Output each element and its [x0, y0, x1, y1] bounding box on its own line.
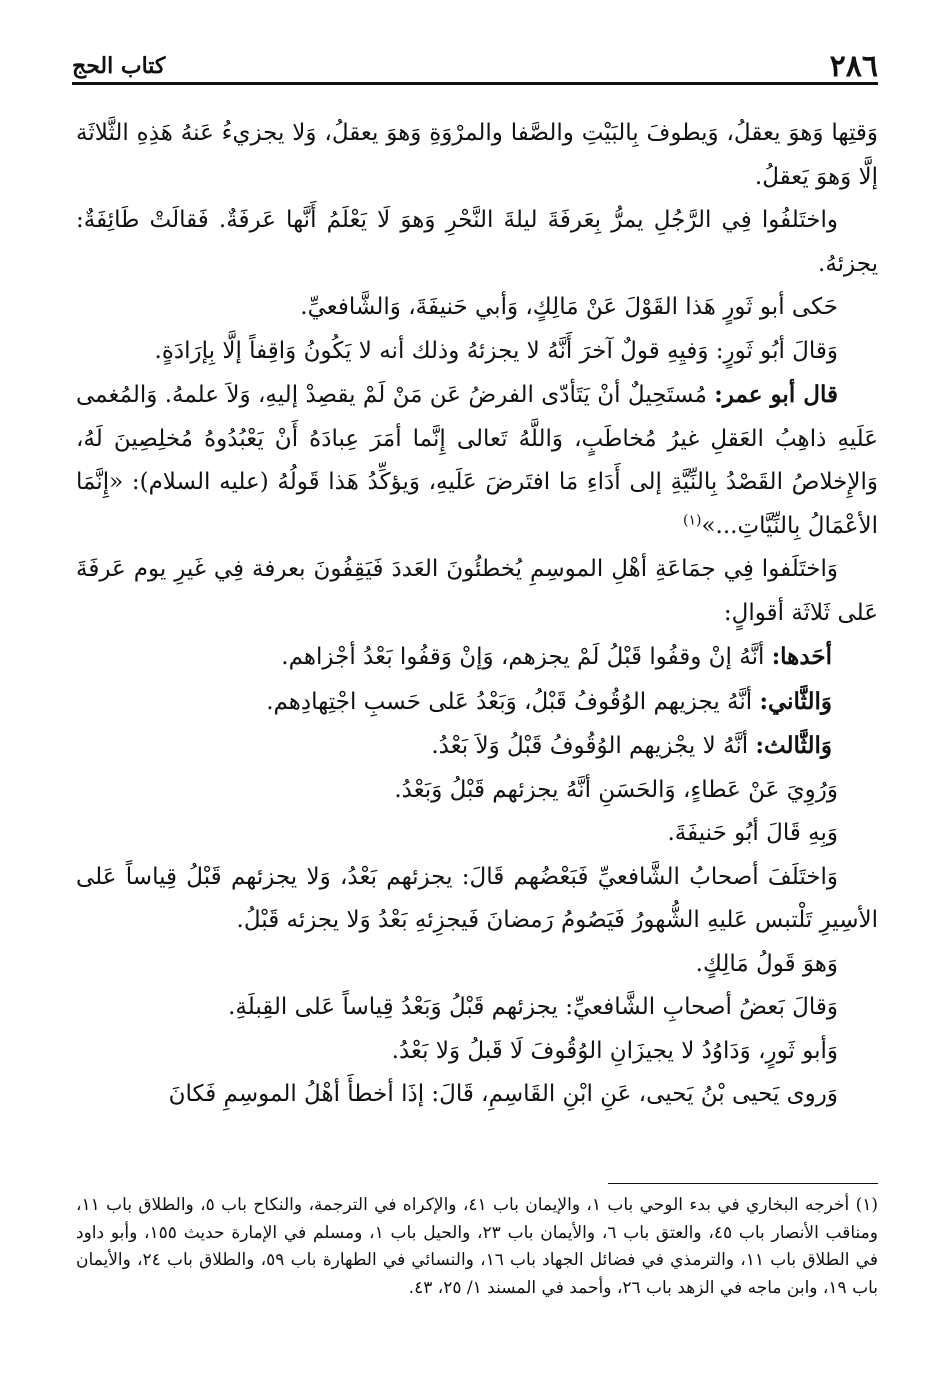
header-rule	[72, 82, 878, 85]
opinion-item	[76, 724, 878, 769]
paragraph	[76, 373, 878, 548]
footnote-text: (١) أخرجه البخاري في بدء الوحي باب ١، والإيمان باب ٤١، والإكراه في الترجمة، والنكاح باب ٥، والطلاق باب ١١، ومناقب الأنصار باب ٤٥، والعتق باب ٦، والأيمان باب ٢٣، والحيل باب ١، ومسلم في الإمارة حديث ١٥٥، وأبو داود في الطلاق باب ١١، والترمذي في فضائل الجهاد باب ١٦، والنسائي في الطهارة باب ٥٩، والطلاق باب ٢٤، والأيمان باب ١٩، وابن ماجه في الزهد باب ٢٦، وأحمد في المسند ١/ ٢٥، ٤٣.	[76, 1195, 878, 1298]
paragraph: وَقالَ بَعضُ أصحابِ الشَّافعيِّ: يجزئهم قَبْلُ وَبَعْدُ قِياساً عَلى القِبلَةِ.	[228, 994, 838, 1020]
opinion-text: أنَّهُ لا يجْزيهم الوُقُوفُ قَبْلُ وَلاَ بَعْدُ.	[431, 733, 756, 759]
page-number: ٢٨٦	[829, 48, 878, 84]
paragraph: وَاختَلَفوا فِي جمَاعَةِ أهْلِ الموسِمِ يُخطئُونَ العَددَ فَيَقِفُونَ بعرفة فِي غَيرِ يوم عَرفَةَ عَلى ثَلاثَة أقوالٍ:	[76, 556, 878, 626]
opinion-text: أنَّهُ إنْ وقفُوا قَبْلُ لَمْ يجزهم، وَإنْ وَقفُوا بَعْدُ أجْزاهم.	[281, 644, 772, 670]
opinion-text: أنَّهُ يجزيهم الوُقُوفُ قَبْلُ، وَبَعْدُ عَلى حَسبِ اجْتِهادِهم.	[266, 688, 760, 715]
opinion-item	[76, 680, 878, 725]
opinion-label: أحَدها:	[771, 643, 832, 670]
book-title: كتاب الحج	[72, 53, 166, 79]
paragraph: واختَلفُوا فِي الرَّجُلِ يمرُّ بِعَرفَةَ ليلةَ النَّحْرِ وَهوَ لَا يَعْلَمُ أَنَّها عَرفَةٌ. فَقالَتْ طَائِفَةٌ: يجزئهُ.	[76, 207, 878, 277]
footnote	[76, 1192, 878, 1302]
main-text	[76, 112, 878, 1117]
opinion-label: وَالثَّالث:	[755, 732, 832, 759]
paragraph: وَروى يَحيى بْنُ يَحيى، عَنِ ابْنِ القَاسِمِ، قَالَ: إذَا أخطأَ أهْلُ الموسِمِ فَكانَ	[168, 1081, 838, 1107]
footnote-separator	[608, 1183, 878, 1184]
paragraph: وَاختَلَفَ أصحابُ الشَّافعيِّ فَبَعْضُهم قَالَ: يجزئهم بَعْدُ، وَلا يجزئهم قَبْلُ قِياساً عَلى الأسِيرِ تَلْتبس عَليهِ الشُّهورُ فَيَصُومُ رَمضانَ فَيجزِئهِ بَعْدُ وَلا يجزئه قَبْلُ.	[76, 863, 878, 933]
speaker-lead: قال أبو عمر:	[714, 381, 838, 408]
paragraph: وَرُوِيَ عَنْ عَطاءٍ، وَالحَسَنِ أنَّهُ يجزئهم قَبْلُ وَبَعْدُ.	[394, 776, 838, 803]
opinion-item	[76, 635, 878, 680]
opinion-label: وَالثَّاني:	[759, 687, 832, 715]
paragraph: وَهوَ قَولُ مَالِكٍ.	[695, 950, 838, 977]
paragraph: وَقتِها وَهوَ يعقلُ، وَيطوفَ بِالبَيْتِ والصَّفا والمرْوَةِ وَهوَ يعقلُ، وَلا يجزيءُ عَنهُ هَذِهِ الثَّلاثَة إلَّا وَهوَ يَعقلُ.	[76, 120, 878, 190]
footnote-ref[interactable]: (١)	[683, 511, 702, 528]
paragraph: وَأبو ثَورٍ، وَدَاوُدُ لا يجيزَانِ الوُقُوفَ لَا قَبلُ وَلا بَعْدُ.	[391, 1037, 838, 1064]
paragraph: وَبِهِ قَالَ أبُو حَنيفَةَ.	[667, 820, 838, 846]
paragraph: وَقالَ أبُو ثَورٍ: وَفيِهِ قولٌ آخرَ أَنَّهُ لا يجزئهُ وذلك أنه لا يَكُونُ وَاقِفاً إلَّا بِإرَادَةٍ.	[154, 337, 838, 364]
paragraph: حَكى أبو ثَورٍ هَذا القَوْلَ عَنْ مَالِكٍ، وَأبي حَنيفَةَ، وَالشَّافعيِّ.	[300, 294, 838, 320]
paragraph-text: مُستَحِيلٌ أنْ يَتَأدّى الفرضُ عَن مَنْ لَمْ يقصِدْ إليهِ، وَلاَ علمهُ. وَالمُغمى عَلَيهِ ذاهِبُ العَقلِ غيرُ مُخاطَبٍ، وَاللَّهُ تَعالى إِنَّما أمَرَ عِبادَهُ أَنْ يَعْبُدُوهُ مُخلِصِينَ لَهُ، وَالإِخلاصُ القَصْدُ بِالنِّيَّةِ إلى أَدَاءِ مَا افتَرضَ عَلَيهِ، وَيؤكِّدُ هَذا قَولُهُ (عليه السلام): «إِنَّمَا الأعْمَالُ بِالنِّيَّاتِ...»	[76, 382, 878, 539]
